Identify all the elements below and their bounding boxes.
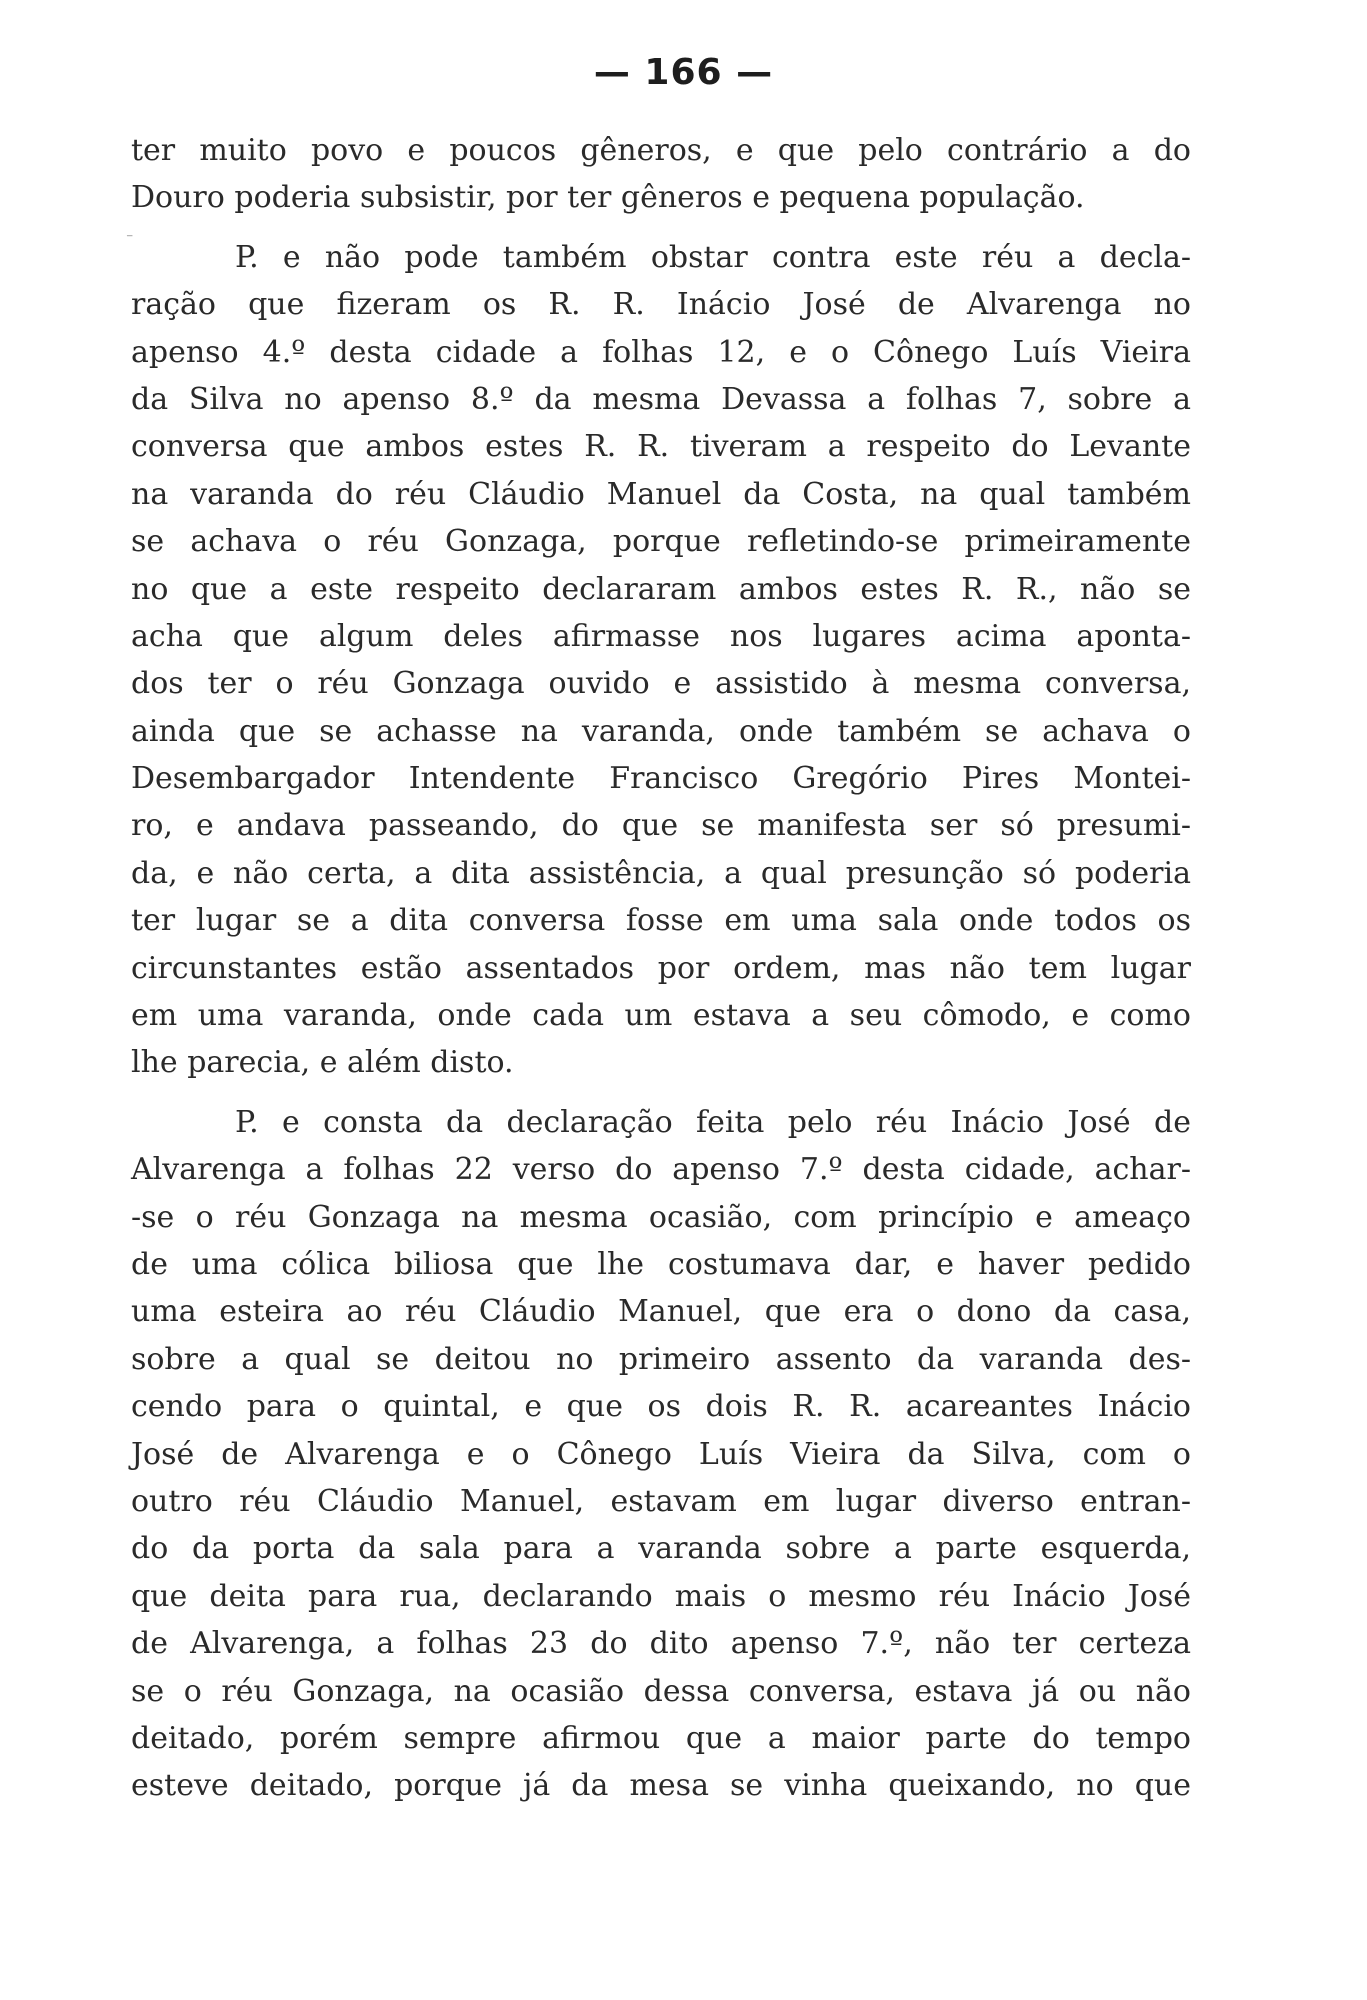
text-line: da, e não certa, a dita assistência, a qual presunção só poderia: [131, 855, 1191, 891]
body-text: [131, 127, 1191, 1810]
text-line: cendo para o quintal, e que os dois R. R. acareantes Inácio: [131, 1389, 1191, 1425]
text-line: apenso 4.º desta cidade a folhas 12, e o Cônego Luís Vieira: [131, 334, 1191, 370]
text-line: da Silva no apenso 8.º da mesma Devassa a folhas 7, sobre a: [131, 381, 1191, 417]
text-line: José de Alvarenga e o Cônego Luís Vieira da Silva, com o: [131, 1436, 1191, 1472]
text-line: deitado, porém sempre afirmou que a maior parte do tempo: [131, 1720, 1191, 1756]
text-line: de Alvarenga, a folhas 23 do dito apenso 7.º, não ter certeza: [131, 1626, 1191, 1662]
text-line: Desembargador Intendente Francisco Gregório Pires Montei-: [131, 761, 1191, 797]
text-line: esteve deitado, porque já da mesa se vinha queixando, no que: [131, 1768, 1191, 1804]
text-line: em uma varanda, onde cada um estava a seu cômodo, e como: [131, 998, 1191, 1034]
text-line: ainda que se achasse na varanda, onde também se achava o: [131, 713, 1191, 749]
text-line: outro réu Cláudio Manuel, estavam em lugar diverso entran-: [131, 1483, 1191, 1519]
text-line: P. e não pode também obstar contra este réu a decla-: [235, 239, 1191, 275]
text-line: conversa que ambos estes R. R. tiveram a respeito do Levante: [131, 429, 1191, 465]
text-line: se achava o réu Gonzaga, porque refletindo-se primeiramente: [131, 524, 1191, 560]
page-number: — 166 —: [593, 52, 774, 93]
text-line: se o réu Gonzaga, na ocasião dessa conversa, estava já ou não: [131, 1673, 1191, 1709]
text-line: -se o réu Gonzaga na mesma ocasião, com princípio e ameaço: [131, 1199, 1191, 1235]
text-line: uma esteira ao réu Cláudio Manuel, que era o dono da casa,: [131, 1294, 1191, 1330]
text-line: sobre a qual se deitou no primeiro assento da varanda des-: [131, 1341, 1191, 1377]
paragraph: [131, 127, 1191, 222]
text-line: Douro poderia subsistir, por ter gêneros e pequena população.: [131, 180, 1085, 216]
text-line: P. e consta da declaração feita pelo réu Inácio José de: [235, 1104, 1191, 1140]
text-line: do da porta da sala para a varanda sobre a parte esquerda,: [131, 1531, 1191, 1567]
text-line: lhe parecia, e além disto.: [131, 1045, 514, 1081]
paragraph: [131, 234, 1191, 1087]
text-line: na varanda do réu Cláudio Manuel da Costa, na qual também: [131, 476, 1191, 512]
text-line: circunstantes estão assentados por ordem, mas não tem lugar: [131, 950, 1191, 986]
text-line: Alvarenga a folhas 22 verso do apenso 7.º desta cidade, achar-: [131, 1152, 1191, 1188]
paragraph: [131, 1099, 1191, 1810]
stray-mark-icon: ⁻: [126, 231, 134, 247]
text-line: ter lugar se a dita conversa fosse em uma sala onde todos os: [131, 903, 1191, 939]
text-line: no que a este respeito declararam ambos estes R. R., não se: [131, 571, 1191, 607]
text-line: acha que algum deles afirmasse nos lugares acima aponta-: [131, 618, 1191, 654]
text-line: dos ter o réu Gonzaga ouvido e assistido à mesma conversa,: [131, 666, 1191, 702]
text-line: que deita para rua, declarando mais o mesmo réu Inácio José: [131, 1578, 1191, 1614]
text-line: de uma cólica biliosa que lhe costumava dar, e haver pedido: [131, 1246, 1191, 1282]
text-line: ter muito povo e poucos gêneros, e que pelo contrário a do: [131, 133, 1191, 168]
text-line: ro, e andava passeando, do que se manifesta ser só presumi-: [131, 808, 1191, 844]
text-line: ração que fizeram os R. R. Inácio José de Alvarenga no: [131, 287, 1191, 323]
